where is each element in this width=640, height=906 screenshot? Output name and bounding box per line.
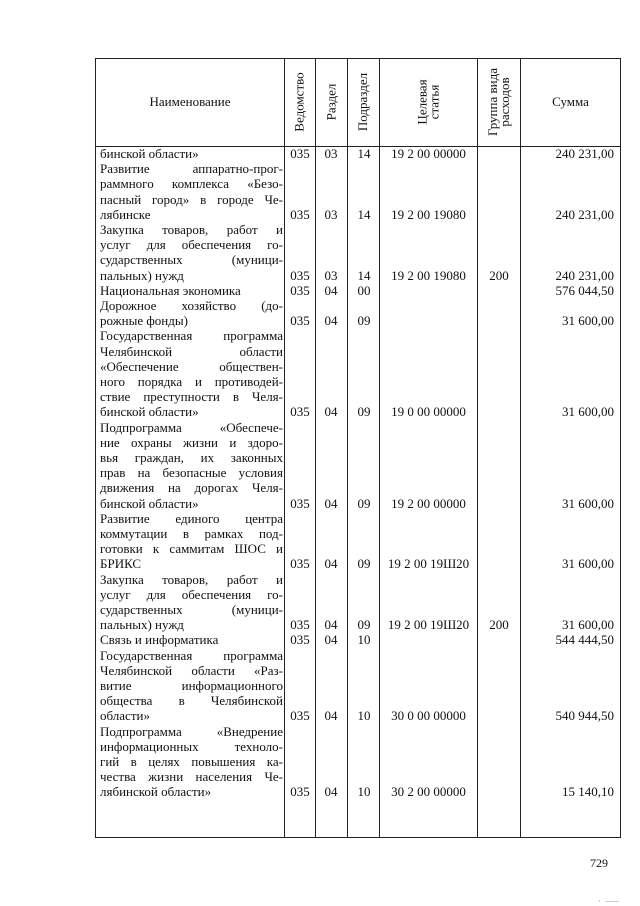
- row-celevaya: 19 0 00 00000: [391, 404, 466, 420]
- row-name: [100, 298, 283, 328]
- header-vedomstvo: [285, 58, 315, 146]
- row-podrazdel: 09: [357, 404, 371, 420]
- row-summa: 544 444,50: [555, 632, 614, 648]
- row-name-line: Закупка товаров, работ и: [100, 222, 283, 237]
- row-name-line: раммного комплекса «Безо-: [100, 176, 283, 192]
- row-razdel: 03: [324, 146, 338, 161]
- row-celevaya: 19 2 00 19Ш20: [387, 556, 470, 572]
- table-row: [0, 572, 640, 633]
- row-name-line: пасный город» в городе Че-: [100, 191, 283, 207]
- table-row: [0, 161, 640, 222]
- row-vedomstvo: 035: [290, 282, 310, 298]
- row-vedomstvo: 035: [290, 146, 310, 161]
- row-name-line: бинской области»: [100, 146, 199, 161]
- row-summa: 576 044,50: [555, 282, 614, 298]
- row-name-line: услуг для обеспечения го-: [100, 586, 283, 602]
- row-name-line: Дорожное хозяйство (до-: [100, 298, 283, 313]
- row-vedomstvo: 035: [290, 556, 310, 572]
- row-celevaya: 19 2 00 00000: [391, 495, 466, 511]
- row-summa: 31 600,00: [562, 617, 614, 633]
- row-name-line: прав на безопасные условия: [100, 465, 283, 481]
- row-name: [100, 222, 283, 283]
- row-summa: 31 600,00: [562, 495, 614, 511]
- header-name-label: Наименование: [149, 94, 231, 109]
- row-razdel: 04: [324, 282, 338, 298]
- row-name-line: вья граждан, их законных: [100, 450, 283, 465]
- row-name-line: гий в целях повышения ка-: [100, 754, 283, 769]
- row-podrazdel: 09: [357, 495, 371, 511]
- row-name-line: Развитие аппаратно-прог-: [100, 161, 283, 177]
- row-razdel: 03: [324, 267, 338, 283]
- table-row: [0, 222, 640, 283]
- row-podrazdel: 14: [357, 206, 371, 222]
- row-name: [100, 724, 283, 800]
- row-name-line: Развитие единого центра: [100, 510, 283, 526]
- table-row: [0, 146, 640, 161]
- row-name: [100, 328, 283, 419]
- row-summa: 31 600,00: [562, 313, 614, 329]
- row-summa: 240 231,00: [555, 267, 614, 283]
- page-number: 729: [590, 856, 608, 870]
- row-name-line: Подпрограмма «Внедрение: [100, 723, 283, 739]
- row-name-line: Связь и информатика: [100, 632, 219, 648]
- header-razdel-label: Раздел: [323, 83, 339, 121]
- table-row: [0, 648, 640, 724]
- table-row: [0, 511, 640, 572]
- row-gruppa: 200: [489, 267, 509, 283]
- row-vedomstvo: 035: [290, 206, 310, 222]
- row-razdel: 04: [324, 556, 338, 572]
- row-celevaya: 19 2 00 19Ш20: [387, 617, 470, 633]
- row-summa: 31 600,00: [562, 556, 614, 572]
- row-name-line: чества жизни населения Че-: [100, 769, 283, 785]
- header-gruppa: [478, 58, 520, 146]
- row-vedomstvo: 035: [290, 632, 310, 648]
- table-row: [0, 298, 640, 328]
- row-name-line: ствие преступности в Челя-: [100, 389, 283, 405]
- row-podrazdel: 14: [357, 146, 371, 161]
- row-name-line: общества в Челябинской: [100, 693, 283, 709]
- row-name-line: бинской области»: [100, 495, 199, 511]
- row-name-line: рожные фонды): [100, 313, 188, 329]
- row-vedomstvo: 035: [290, 708, 310, 724]
- row-name-line: области»: [100, 708, 150, 724]
- row-name-line: Челябинской области: [100, 343, 283, 359]
- row-razdel: 04: [324, 784, 338, 800]
- row-vedomstvo: 035: [290, 784, 310, 800]
- row-name-line: лябинске: [100, 206, 151, 222]
- header-summa: [521, 58, 620, 146]
- row-name-line: «Обеспечение обществен-: [100, 358, 283, 374]
- header-podrazdel-label: Подраздел: [355, 72, 371, 132]
- row-name: [100, 648, 283, 724]
- row-celevaya: 19 2 00 00000: [391, 146, 466, 161]
- header-name: [96, 58, 284, 146]
- row-razdel: 03: [324, 206, 338, 222]
- row-razdel: 04: [324, 404, 338, 420]
- row-podrazdel: 14: [357, 267, 371, 283]
- row-name: [100, 511, 283, 572]
- row-name-line: ного порядка и противодей-: [100, 374, 283, 389]
- row-name-line: Национальная экономика: [100, 282, 241, 298]
- row-name: [100, 161, 283, 222]
- row-name: [100, 632, 283, 647]
- table-row: [0, 283, 640, 298]
- row-name-line: сударственных (муници-: [100, 252, 283, 268]
- row-name-line: Государственная программа: [100, 647, 283, 663]
- row-podrazdel: 10: [357, 784, 371, 800]
- row-name-line: движения на дорогах Челя-: [100, 480, 283, 496]
- row-razdel: 04: [324, 495, 338, 511]
- scan-mark: · –––: [598, 896, 619, 906]
- row-name-line: БРИКС: [100, 556, 142, 572]
- row-celevaya: 19 2 00 19080: [391, 206, 466, 222]
- row-name-line: бинской области»: [100, 404, 199, 420]
- row-razdel: 04: [324, 708, 338, 724]
- row-gruppa: 200: [489, 617, 509, 633]
- row-name: [100, 572, 283, 633]
- row-podrazdel: 09: [357, 617, 371, 633]
- row-vedomstvo: 035: [290, 313, 310, 329]
- row-name-line: Государственная программа: [100, 328, 283, 344]
- row-vedomstvo: 035: [290, 495, 310, 511]
- row-vedomstvo: 035: [290, 617, 310, 633]
- row-name-line: коммутации в рамках под-: [100, 526, 283, 541]
- row-celevaya: 19 2 00 19080: [391, 267, 466, 283]
- row-name: [100, 420, 283, 511]
- table-row: [0, 420, 640, 511]
- header-podrazdel: [348, 58, 379, 146]
- row-name: [100, 283, 283, 298]
- row-razdel: 04: [324, 632, 338, 648]
- row-summa: 240 231,00: [555, 146, 614, 161]
- row-vedomstvo: 035: [290, 404, 310, 420]
- table-row: [0, 724, 640, 800]
- row-summa: 15 140,10: [562, 784, 614, 800]
- row-name-line: пальных) нужд: [100, 617, 184, 633]
- row-podrazdel: 00: [357, 282, 371, 298]
- row-celevaya: 30 2 00 00000: [391, 784, 466, 800]
- row-name-line: пальных) нужд: [100, 267, 184, 283]
- row-name-line: услуг для обеспечения го-: [100, 237, 283, 253]
- header-celevaya-line2: статья: [426, 84, 442, 120]
- row-name-line: сударственных (муници-: [100, 602, 283, 617]
- row-vedomstvo: 035: [290, 267, 310, 283]
- row-podrazdel: 10: [357, 632, 371, 648]
- header-gruppa-line1: Группа вида: [485, 68, 501, 136]
- row-razdel: 04: [324, 313, 338, 329]
- row-razdel: 04: [324, 617, 338, 633]
- row-summa: 240 231,00: [555, 206, 614, 222]
- table-row: [0, 328, 640, 419]
- row-celevaya: 30 0 00 00000: [391, 708, 466, 724]
- header-celevaya: [380, 58, 477, 146]
- row-name-line: Закупка товаров, работ и: [100, 571, 283, 587]
- row-summa: 31 600,00: [562, 404, 614, 420]
- header-vedomstvo-label: Ведомство: [292, 72, 307, 132]
- row-name: [100, 146, 283, 161]
- row-summa: 540 944,50: [555, 708, 614, 724]
- row-podrazdel: 09: [357, 313, 371, 329]
- table-row: [0, 632, 640, 647]
- row-name-line: лябинской области»: [100, 784, 212, 800]
- row-name-line: витие информационного: [100, 678, 283, 693]
- header-celevaya-label: [416, 79, 440, 124]
- header-razdel: [316, 58, 347, 146]
- row-podrazdel: 10: [357, 708, 371, 724]
- row-name-line: готовки к саммитам ШОС и: [100, 541, 283, 557]
- row-name-line: Подпрограмма «Обеспече-: [100, 419, 283, 435]
- row-podrazdel: 09: [357, 556, 371, 572]
- header-summa-label: Сумма: [552, 94, 589, 109]
- header-gruppa-label: [487, 68, 511, 136]
- row-name-line: информационных техноло-: [100, 738, 283, 754]
- header-gruppa-line2: расходов: [497, 77, 513, 127]
- table-bottom-border: [95, 837, 620, 838]
- row-name-line: ние охраны жизни и здоро-: [100, 434, 283, 450]
- row-name-line: Челябинской области «Раз-: [100, 662, 283, 678]
- header-celevaya-line1: Целевая: [414, 79, 430, 125]
